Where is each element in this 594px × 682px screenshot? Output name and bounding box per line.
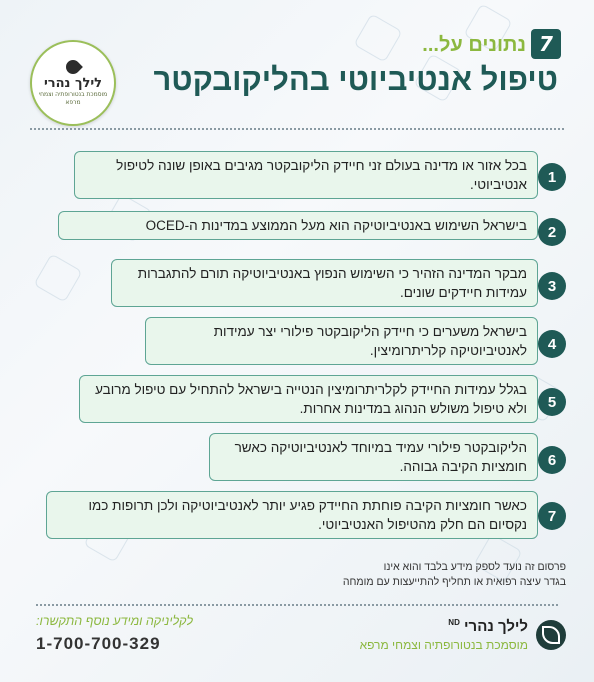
contact-block <box>36 614 193 654</box>
item-number: 3 <box>538 272 566 300</box>
disclaimer-line: פרסום זה נועד לספק מידע בלבד והוא אינו <box>383 561 566 573</box>
dotted-divider <box>36 604 558 606</box>
item-number: 2 <box>538 218 566 246</box>
footer-brand <box>360 618 566 652</box>
header-kicker: נתונים על... <box>422 34 526 56</box>
contact-label: לקליניקה ומידע נוסף התקשרו: <box>36 614 194 628</box>
item-number: 4 <box>538 330 566 358</box>
logo-subtitle: מוסמכת בנטורופתיה וצמחי מרפא <box>38 91 108 106</box>
footer-tagline: מוסמכת בנטורופתיה וצמחי מרפא <box>359 638 528 652</box>
item-text-box: בכל אזור או מדינה בעולם זני חיידק הליקובקטר מגיבים באופן שונה לטיפול אנטיביוטי. <box>74 151 538 199</box>
item-text-box: מבקר המדינה הזהיר כי השימוש הנפוץ באנטיביוטיקה תורם להתגברות עמידות חיידקים שונים. <box>111 259 538 307</box>
item-text-box: בישראל השימוש באנטיביוטיקה הוא מעל הממוצע במדינות ה-OCED <box>58 211 538 240</box>
logo-brand-name: לילך נהרי <box>43 76 103 92</box>
number-badge: 7 <box>531 29 561 59</box>
leaf-logo-icon <box>536 620 566 650</box>
list-item <box>111 259 566 307</box>
item-text-box: בגלל עמידות החיידק לקלריתרומיצין הנטייה בישראל להתחיל עם טיפול מרובע ולא טיפול משולש הנהוג במדינות אחרות. <box>79 375 538 423</box>
dotted-divider <box>30 128 564 130</box>
footer-name-text: לילך נהרי <box>464 618 528 635</box>
list-item <box>46 491 566 539</box>
list-item <box>74 151 566 199</box>
item-number: 5 <box>538 388 566 416</box>
list-item <box>209 433 566 481</box>
footer-name <box>360 618 528 635</box>
item-text-box: כאשר חומציות הקיבה פוחתת החיידק פגיע יותר לאנטיביוטיקה ולכן תרופות כמו נקסיום הם חלק מהטיפול האנטיביוטי. <box>46 491 538 539</box>
disclaimer <box>343 560 566 590</box>
list-item <box>58 211 566 240</box>
page-title: טיפול אנטיביוטי בהליקובקטר <box>153 62 558 97</box>
item-number: 7 <box>538 502 566 530</box>
list-item <box>145 317 566 365</box>
item-text-box: הליקובקטר פילורי עמיד במיוחד לאנטיביוטיקה כאשר חומציות הקיבה גבוהה. <box>209 433 538 481</box>
list-item <box>79 375 566 423</box>
item-text-box: בישראל משערים כי חיידק הליקובקטר פילורי יצר עמידות לאנטיביוטיקה קלריתרומיצין. <box>145 317 538 365</box>
disclaimer-line: בגדר עיצה רפואית או תחליף להתייעצות עם מומחה <box>342 576 566 588</box>
leaf-icon <box>63 57 83 77</box>
phone-number[interactable]: 1-700-700-329 <box>36 634 161 653</box>
item-number: 1 <box>538 163 566 191</box>
logo-badge <box>30 40 116 126</box>
hexagon-decoration <box>33 253 82 302</box>
hexagon-decoration <box>353 13 402 62</box>
footer-name-suffix: ND <box>448 618 460 627</box>
item-number: 6 <box>538 446 566 474</box>
